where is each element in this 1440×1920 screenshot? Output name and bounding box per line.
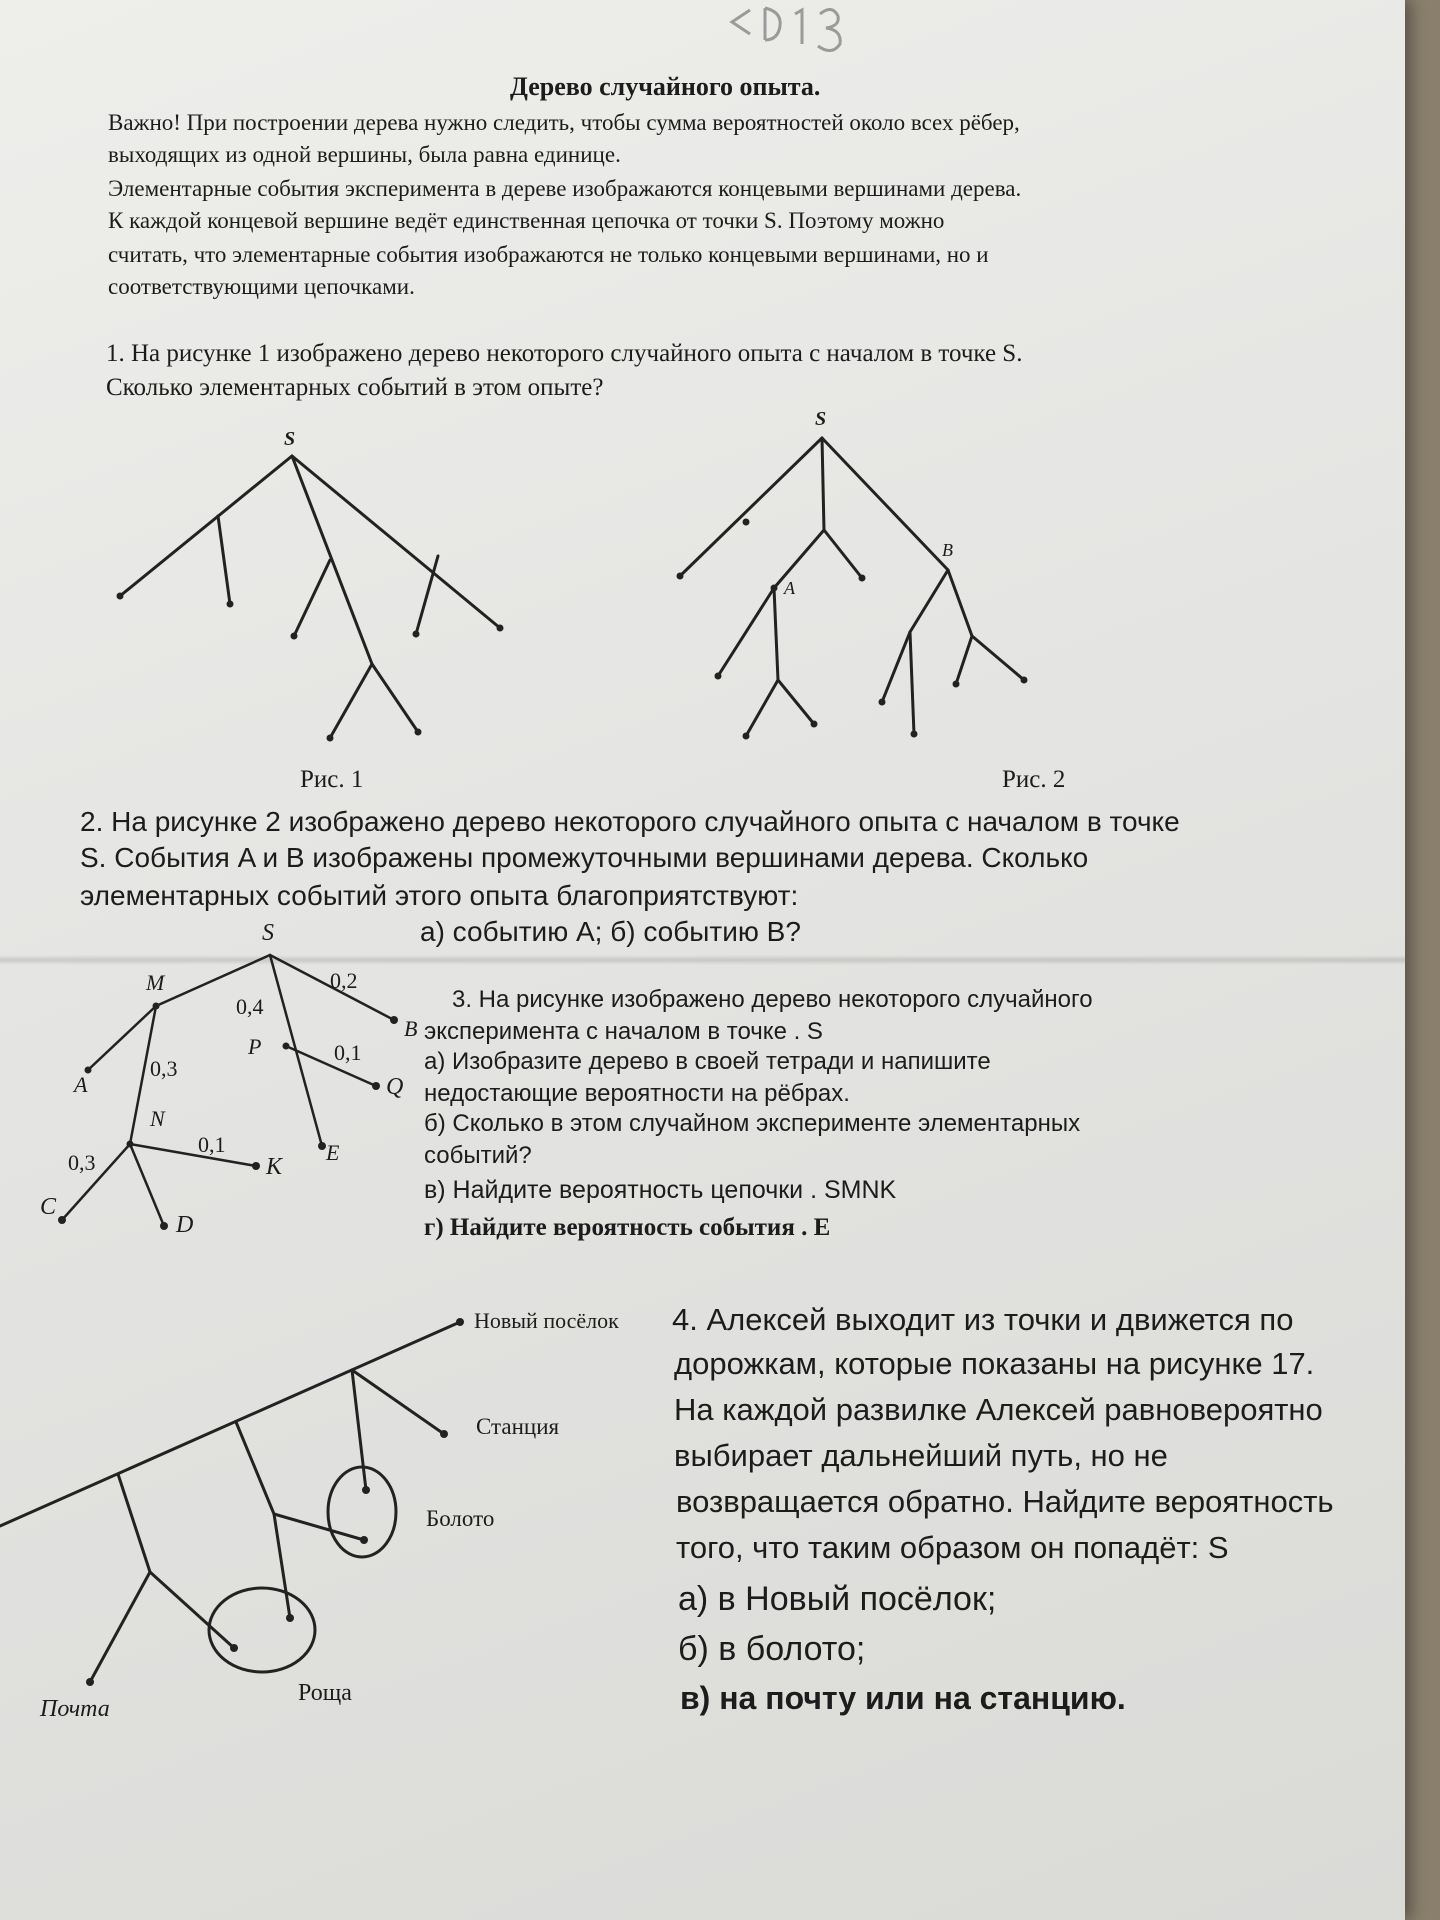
q4-line-6: того, что таким образом он попадёт: S xyxy=(676,1530,1229,1565)
fig4-label-swamp: Болото xyxy=(426,1506,495,1531)
q4-line-2: дорожкам, которые показаны на рисунке 17. xyxy=(674,1346,1315,1381)
q1-line-1: 1. На рисунке 1 изображено дерево некоторого случайного опыта с началом в точке S. xyxy=(106,340,1023,367)
fig3-label-n: N xyxy=(150,1106,165,1131)
fig3-prob-sm: 0,4 xyxy=(236,994,264,1019)
q2-line-2: S. События A и B изображены промежуточными вершинами дерева. Сколько xyxy=(80,842,1089,873)
intro-line-5: считать, что элементарные события изображаются не только концевыми вершинами, но и xyxy=(108,242,989,267)
q3-line-4: недостающие вероятности на рёбрах. xyxy=(424,1080,850,1107)
q2-line-3: элементарных событий этого опыта благоприятствуют: xyxy=(80,880,799,911)
q3-line-1: 3. На рисунке изображено дерево некоторого случайного xyxy=(452,986,1093,1013)
fig3-label-s: S xyxy=(262,920,274,946)
fig3-label-k: K xyxy=(266,1154,283,1180)
fig4-label-station: Станция xyxy=(476,1414,560,1439)
fig3-prob-sb: 0,2 xyxy=(330,968,358,993)
q3-line-3: а) Изобразите дерево в своей тетради и напишите xyxy=(424,1048,991,1075)
q4-line-9: в) на почту или на станцию. xyxy=(680,1680,1126,1716)
fig3-label-p: P xyxy=(248,1034,262,1059)
fig3-prob-ma: 0,3 xyxy=(150,1056,178,1081)
q3-line-6: событий? xyxy=(424,1142,532,1169)
fig3-label-e: E xyxy=(326,1140,340,1165)
page-title: Дерево случайного опыта. xyxy=(510,72,821,101)
fig3-label-c: C xyxy=(40,1194,57,1220)
q3-line-8: г) Найдите вероятность события . E xyxy=(424,1214,831,1241)
intro-line-6: соответствующими цепочками. xyxy=(108,274,415,299)
q4-line-5: возвращается обратно. Найдите вероятность xyxy=(676,1484,1334,1519)
q2-line-1: 2. На рисунке 2 изображено дерево некоторого случайного опыта с началом в точке xyxy=(80,806,1180,837)
fig2-label-b: B xyxy=(942,540,953,560)
q4-line-3: На каждой развилке Алексей равновероятно xyxy=(674,1392,1323,1427)
fig2-caption: Рис. 2 xyxy=(1002,766,1066,793)
q1-line-2: Сколько элементарных событий в этом опыте? xyxy=(106,374,604,401)
intro-line-2: выходящих из одной вершины, была равна единице. xyxy=(108,142,621,167)
intro-line-3: Элементарные события эксперимента в дереве изображаются концевыми вершинами дерева. xyxy=(108,176,1022,201)
q4-line-7: а) в Новый посёлок; xyxy=(678,1580,997,1618)
fig3-prob-pq: 0,1 xyxy=(334,1040,362,1065)
fig2-label-a: A xyxy=(784,578,795,598)
fig3-label-q: Q xyxy=(386,1074,404,1100)
fig3-label-m: M xyxy=(146,970,165,995)
q4-line-1: 4. Алексей выходит из точки и движется по xyxy=(672,1302,1294,1337)
q3-line-7: в) Найдите вероятность цепочки . SMNK xyxy=(424,1176,897,1204)
fig3-label-d: D xyxy=(176,1212,194,1238)
fig3-label-b: B xyxy=(404,1016,418,1041)
fig4-label-grove: Роща xyxy=(298,1680,352,1706)
q3-line-2: эксперимента с началом в точке . S xyxy=(424,1018,823,1045)
q4-line-8: б) в болото; xyxy=(678,1630,866,1668)
fig3-prob-nc: 0,3 xyxy=(68,1150,96,1175)
fig1-caption: Рис. 1 xyxy=(300,766,364,793)
fig4-label-post: Почта xyxy=(40,1696,110,1722)
q4-line-4: выбирает дальнейший путь, но не xyxy=(674,1438,1168,1473)
q3-line-5: б) Сколько в этом случайном эксперименте элементарных xyxy=(424,1110,1081,1137)
intro-line-4: К каждой концевой вершине ведёт единственная цепочка от точки S. Поэтому можно xyxy=(108,208,945,233)
fig4-label-new-village: Новый посёлок xyxy=(474,1308,619,1333)
fig2-root-label: S xyxy=(815,408,827,430)
intro-line-1: Важно! При построении дерева нужно следить, чтобы сумма вероятностей около всех рёбер, xyxy=(108,110,1020,135)
fig3-prob-nk: 0,1 xyxy=(198,1132,226,1157)
q2-line-4: а) событию A; б) событию B? xyxy=(420,916,801,947)
fig3-label-a: A xyxy=(74,1072,88,1097)
fig1-root-label: S xyxy=(284,428,296,450)
